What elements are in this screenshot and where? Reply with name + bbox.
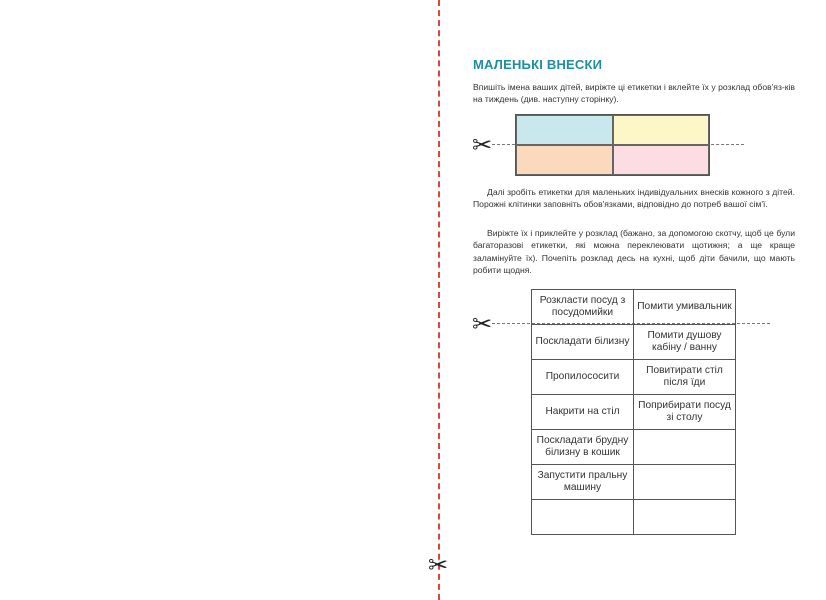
table-row <box>532 325 736 360</box>
chore-cell-empty[interactable] <box>634 465 736 500</box>
chore-cell[interactable]: Повитирати стіл після їди <box>634 360 736 395</box>
chore-cell[interactable]: Помити умивальник <box>634 290 736 325</box>
table-row <box>532 500 736 535</box>
chore-cell-empty[interactable] <box>634 500 736 535</box>
table-row <box>532 290 736 325</box>
name-label-blue[interactable] <box>516 115 613 145</box>
instructions-paragraph-2: Виріжте їх і приклейте у розклад (бажано, за допомогою скотчу, щоб це були багаторазові етикетки, які можна переклеювати щотижня; а ще краще заламінуйте їх). Почепіть розклад десь на кухні, щоб діти бачили, що мають робити щодня. <box>473 228 795 275</box>
scissors-icon: ✂ <box>472 131 493 159</box>
name-label-grid <box>515 114 710 176</box>
chore-cell-empty[interactable] <box>532 500 634 535</box>
instructions-paragraph-1: Далі зробіть етикетки для маленьких індивідуальних внесків кожного з дітей. Порожні клітинки заповніть обов'язками, відповідно до потреб вашої сім'ї. <box>473 187 795 210</box>
chore-cell[interactable]: Пропилососити <box>532 360 634 395</box>
chore-cell[interactable]: Розкласти посуд з посудомийки <box>532 290 634 325</box>
chore-cell[interactable]: Помити душову кабіну / ванну <box>634 325 736 360</box>
scissors-icon: ✂ <box>428 551 449 579</box>
chore-cell[interactable]: Поскладати білизну <box>532 325 634 360</box>
intro-text: Впишіть імена ваших дітей, виріжте ці етикетки і вклейте їх у розклад обов'яз-ків на тиждень (див. наступну сторінку). <box>473 82 795 105</box>
chore-cell[interactable]: Накрити на стіл <box>532 395 634 430</box>
chore-cell[interactable]: Поприбирати посуд зі столу <box>634 395 736 430</box>
chore-cell[interactable]: Посклaдати брудну білизну в кошик <box>532 430 634 465</box>
scissors-icon: ✂ <box>472 310 493 338</box>
chores-table <box>531 289 736 535</box>
vertical-cut-line <box>438 0 440 600</box>
table-row <box>532 360 736 395</box>
chore-cell-empty[interactable] <box>634 430 736 465</box>
name-label-yellow[interactable] <box>613 115 710 145</box>
name-label-orange[interactable] <box>516 145 613 175</box>
name-label-pink[interactable] <box>613 145 710 175</box>
table-row <box>532 430 736 465</box>
table-row <box>532 465 736 500</box>
chore-cell[interactable]: Запустити пральну машину <box>532 465 634 500</box>
page-title: МАЛЕНЬКІ ВНЕСКИ <box>473 57 603 72</box>
table-row <box>532 395 736 430</box>
